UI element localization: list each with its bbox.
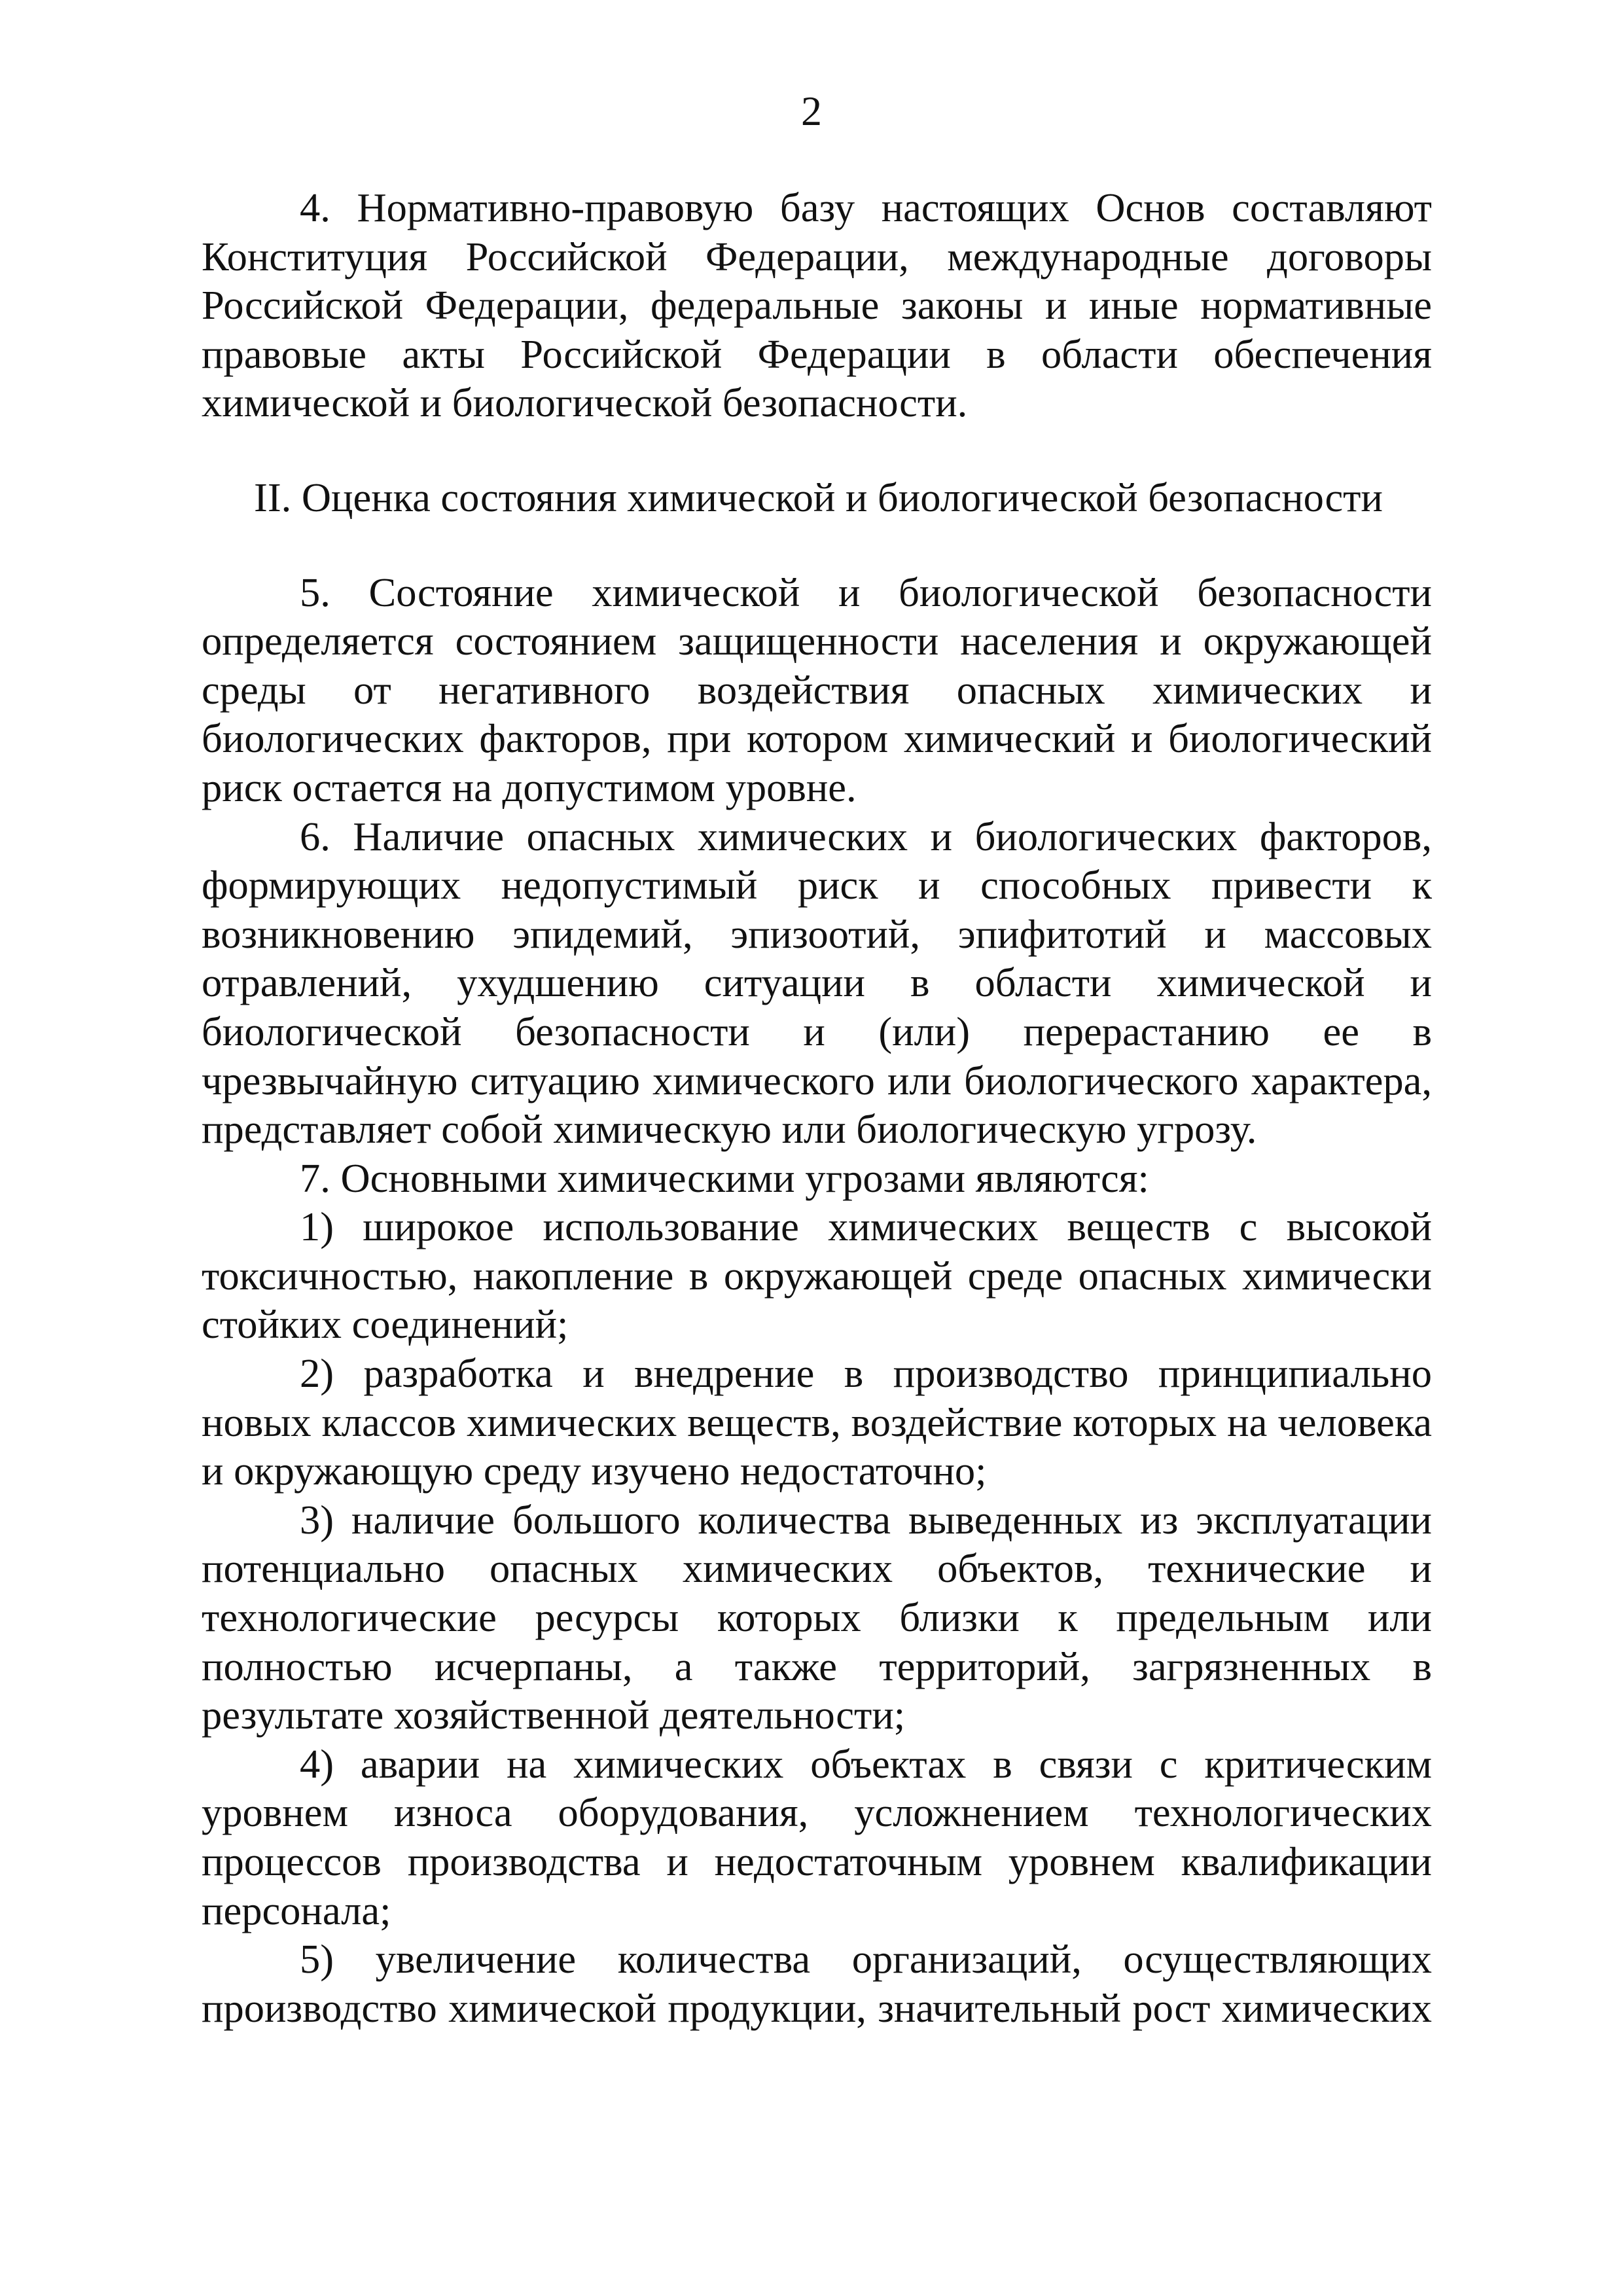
paragraph-5: 5. Состояние химической и биологической безопасности определяется состоянием защищенности населения и окружающей среды от негативного воздействия опасных химических и биологических факторов, при котором химический и биологический риск остается на допустимом уровне. xyxy=(202,569,1432,810)
spacer xyxy=(202,522,1432,568)
paragraph-6: 6. Наличие опасных химических и биологических факторов, формирующих недопустимый риск и способных привести к возникновению эпидемий, эпизоотий, эпифитотий и массовых отравлений, ухудшению ситуации в области химической и биологической безопасности и (или) перерастанию ее в чрезвычайную ситуацию химического или биологического характера, представляет собой химическую или биологическую угрозу. xyxy=(202,813,1432,1153)
list-item-1: 1) широкое использование химических веществ с высокой токсичностью, накопление в окружающей среде опасных химически стойких соединений; xyxy=(202,1204,1432,1348)
list-item-3: 3) наличие большого количества выведенных из эксплуатации потенциально опасных химических объектов, технические и технологические ресурсы которых близки к предельным или полностью исчерпаны, а также территорий, загрязненных в результате хозяйственной деятельности; xyxy=(202,1496,1432,1738)
list-item-4: 4) аварии на химических объектах в связи с критическим уровнем износа оборудования, усложнением технологических процессов производства и недостаточным уровнем квалификации персонала; xyxy=(202,1740,1432,1933)
spacer xyxy=(202,427,1432,473)
section-heading: II. Оценка состояния химической и биологической безопасности xyxy=(254,474,1383,520)
document-body xyxy=(202,183,1432,2032)
list-item-5: 5) увеличение количества организаций, осуществляющих производство химической продукции, значительный рост химических xyxy=(202,1936,1432,2031)
list-item-2: 2) разработка и внедрение в производство принципиально новых классов химических веществ, воздействие которых на человека и окружающую среду изучено недостаточно; xyxy=(202,1350,1432,1494)
page-number: 2 xyxy=(801,88,822,134)
paragraph-4: 4. Нормативно-правовую базу настоящих Основ составляют Конституция Российской Федерации, международные договоры Российской Федерации, федеральные законы и иные нормативные правовые акты Российской Федерации в области обеспечения химической и биологической безопасности. xyxy=(202,185,1432,426)
paragraph-7: 7. Основными химическими угрозами являются: xyxy=(300,1155,1149,1201)
